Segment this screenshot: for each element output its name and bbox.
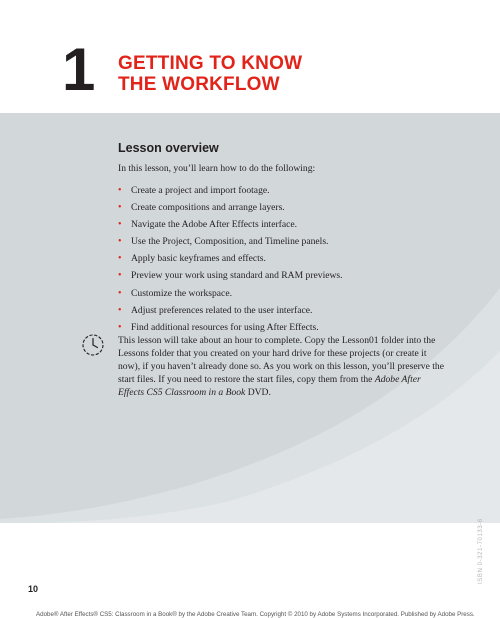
list-item-text: Preview your work using standard and RAM previews.: [131, 270, 343, 282]
bullet-icon: •: [118, 185, 122, 196]
list-item-text: Find additional resources for using After Effects.: [131, 321, 319, 333]
lesson-overview-heading: Lesson overview: [118, 141, 219, 155]
time-note-text-end: DVD.: [245, 387, 271, 398]
list-item: [118, 288, 448, 305]
list-item-text: Customize the workspace.: [131, 287, 232, 299]
bullet-icon: •: [118, 270, 122, 282]
bullet-icon: •: [118, 287, 122, 299]
page-number: 10: [28, 584, 39, 594]
list-item: [118, 236, 448, 253]
list-item-text: Apply basic keyframes and effects.: [131, 253, 266, 265]
time-note-book-title: Adobe After Effects CS5 Classroom in a Book: [118, 374, 421, 398]
bullet-icon: •: [118, 304, 122, 316]
chapter-number: 1: [62, 36, 94, 103]
lesson-time-note: [118, 334, 444, 399]
list-item: [118, 202, 448, 219]
bullet-icon: •: [118, 202, 122, 214]
list-item-text: Create compositions and arrange layers.: [131, 202, 285, 214]
side-isbn-code: ISBN 0-321-70133-6: [478, 518, 484, 584]
list-item-text: Use the Project, Composition, and Timeline panels.: [131, 236, 329, 248]
list-item: [118, 219, 448, 236]
lesson-objectives-list: [118, 185, 448, 339]
list-item: [118, 305, 448, 322]
bullet-icon: •: [118, 236, 122, 248]
list-item: [118, 270, 448, 287]
list-item: [118, 253, 448, 270]
list-item-text: Create a project and import footage.: [131, 185, 270, 196]
chapter-title-line-1: GETTING TO KNOW: [118, 53, 303, 74]
clock-icon: [81, 333, 105, 357]
list-item-text: Adjust preferences related to the user interface.: [131, 304, 313, 316]
time-note-text: This lesson will take about an hour to complete. Copy the Lesson01 folder into the Lessons folder that you created on your hard drive for these projects (or create it now), if you haven’t already done so. As you work on this lesson, you’ll preserve the start files. If you need to restore the start files, copy them from the: [118, 335, 444, 385]
bullet-icon: •: [118, 253, 122, 265]
chapter-title: [118, 53, 438, 95]
list-item-text: Navigate the Adobe After Effects interface.: [131, 219, 298, 231]
bullet-icon: •: [118, 321, 122, 333]
lesson-overview-panel: [0, 113, 500, 523]
chapter-title-line-2: THE WORKFLOW: [118, 74, 280, 95]
page-footer: Adobe® After Effects® CS5: Classroom in a Book® by the Adobe Creative Team. Copyright © 2010 by Adobe Systems Incorporated. Published by Adobe Press.: [36, 611, 475, 618]
list-item: [118, 185, 448, 202]
lesson-intro-text: In this lesson, you’ll learn how to do the following:: [118, 163, 316, 174]
bullet-icon: •: [118, 219, 122, 231]
